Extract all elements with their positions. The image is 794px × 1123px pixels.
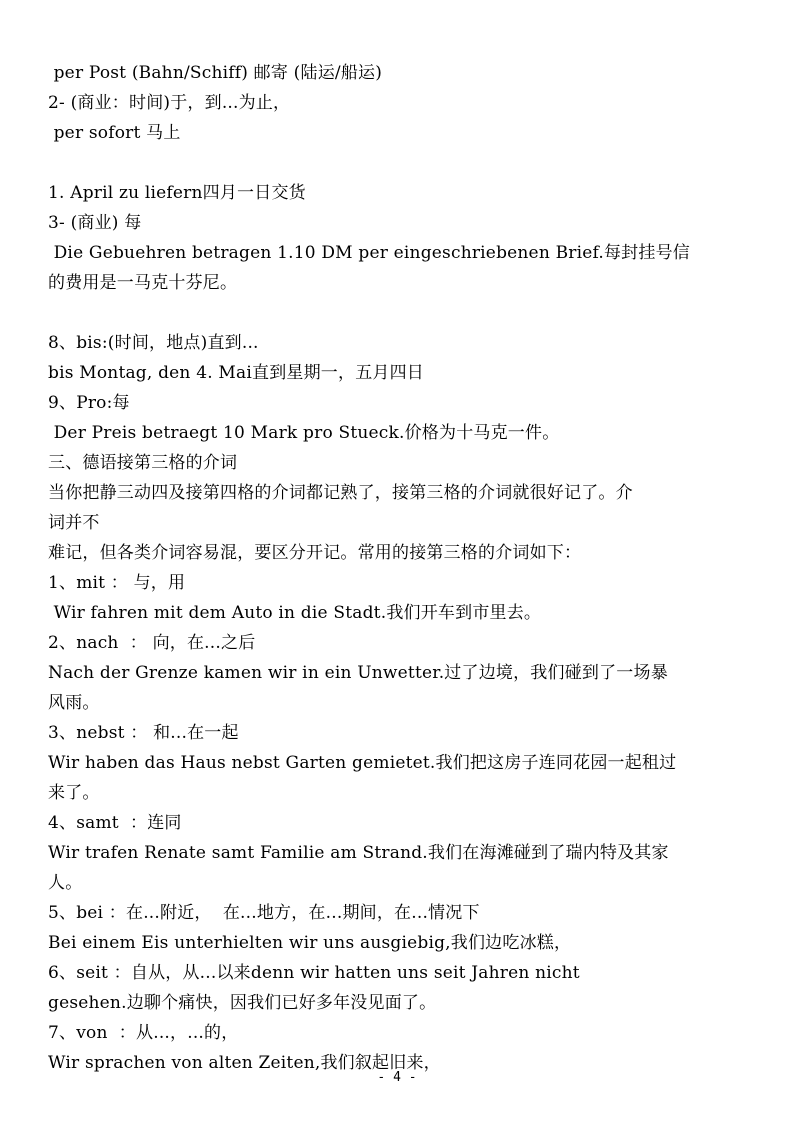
text-line: 人。 bbox=[48, 873, 83, 893]
text-line: Wir sprachen von alten Zeiten,我们叙起旧来， bbox=[48, 1053, 441, 1073]
text-line: 来了。 bbox=[48, 783, 100, 803]
text-line: per sofort 马上 bbox=[48, 123, 181, 143]
text-line: 3- (商业) 每 bbox=[48, 213, 142, 233]
text-line: 风雨。 bbox=[48, 693, 100, 713]
text-line: 当你把静三动四及接第四格的介词都记熟了，接第三格的介词就很好记了。介 bbox=[48, 483, 633, 503]
text-line: 5、bei ：在...附近， 在...地方，在...期间，在...情况下 bbox=[48, 903, 480, 923]
text-line: 2- (商业：时间)于，到...为止， bbox=[48, 93, 291, 113]
text-line: Der Preis betraegt 10 Mark pro Stueck.价格为十马克一件。 bbox=[48, 423, 560, 443]
text-line: bis Montag, den 4. Mai直到星期一，五月四日 bbox=[48, 363, 424, 383]
text-line: 6、seit ：自从，从...以来denn wir hatten uns seit Jahren nicht bbox=[48, 963, 580, 983]
text-line: Die Gebuehren betragen 1.10 DM per eingeschriebenen Brief.每封挂号信 bbox=[48, 243, 690, 263]
document-body bbox=[48, 58, 748, 1078]
text-line: 1、mit ： 与，用 bbox=[48, 573, 186, 593]
text-line: 4、samt ：连同 bbox=[48, 813, 182, 833]
text-line: per Post (Bahn/Schiff) 邮寄 (陆运/船运) bbox=[48, 63, 383, 83]
text-line: 1. April zu liefern四月一日交货 bbox=[48, 183, 306, 203]
text-line: 三、德语接第三格的介词 bbox=[48, 453, 238, 473]
blank-line bbox=[48, 148, 748, 178]
text-line: 的费用是一马克十芬尼。 bbox=[48, 273, 238, 293]
text-line: Nach der Grenze kamen wir in ein Unwetter.过了边境，我们碰到了一场暴 bbox=[48, 663, 668, 683]
text-line: 9、Pro:每 bbox=[48, 393, 130, 413]
page-number: - 4 - bbox=[377, 1070, 417, 1085]
text-line: Wir fahren mit dem Auto in die Stadt.我们开车到市里去。 bbox=[48, 603, 542, 623]
text-line: Wir haben das Haus nebst Garten gemietet.我们把这房子连同花园一起租过 bbox=[48, 753, 677, 773]
text-line: 8、bis:(时间，地点)直到... bbox=[48, 333, 259, 353]
text-line: 词并不 bbox=[48, 513, 100, 533]
text-line: 2、nach ： 向，在...之后 bbox=[48, 633, 256, 653]
text-line: 3、nebst ： 和...在一起 bbox=[48, 723, 239, 743]
text-line: Bei einem Eis unterhielten wir uns ausgiebig,我们边吃冰糕， bbox=[48, 933, 572, 953]
text-line: Wir trafen Renate samt Familie am Strand.我们在海滩碰到了瑞内特及其家 bbox=[48, 843, 669, 863]
blank-line bbox=[48, 298, 748, 328]
text-line: gesehen.边聊个痛快，因我们已好多年没见面了。 bbox=[48, 993, 437, 1013]
text-line: 7、von ：从...，...的， bbox=[48, 1023, 239, 1043]
text-line: 难记，但各类介词容易混，要区分开记。常用的接第三格的介词如下： bbox=[48, 543, 582, 563]
